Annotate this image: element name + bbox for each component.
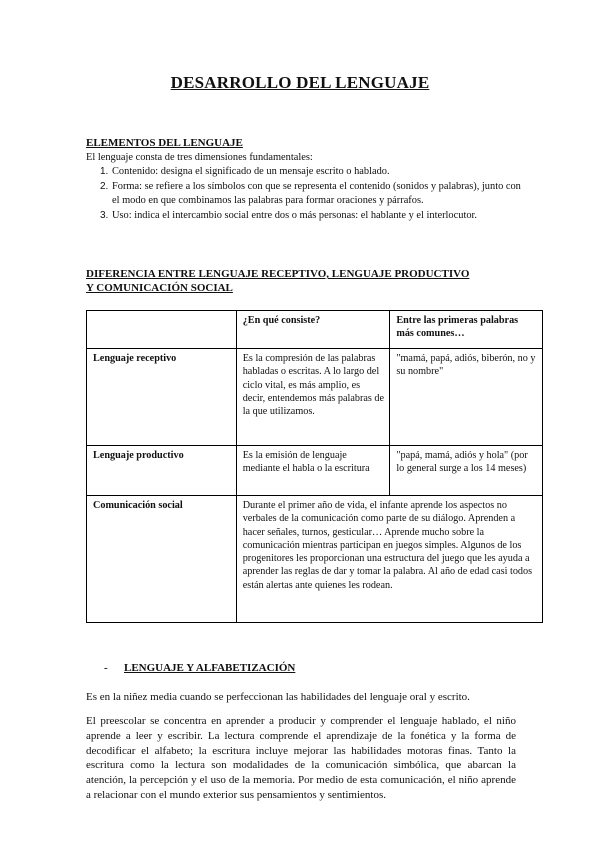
page-title: DESARROLLO DEL LENGUAJE bbox=[170, 73, 430, 92]
table-header-row bbox=[87, 311, 543, 349]
list-number: 3. bbox=[100, 209, 109, 221]
column-header-palabras: Entre las primeras palabras más comunes… bbox=[390, 311, 543, 349]
cell-consiste: Es la compresión de las palabras habladas o escritas. A lo largo del ciclo vital, es más amplio, es decir, entendemos más palabras de la que utilizamos. bbox=[236, 349, 390, 446]
list-number: 2. bbox=[100, 180, 109, 192]
row-label: Lenguaje productivo bbox=[87, 446, 237, 496]
row-label: Comunicación social bbox=[87, 496, 237, 623]
diferencia-heading bbox=[86, 267, 526, 295]
row-label: Lenguaje receptivo bbox=[87, 349, 237, 446]
list-number: 1. bbox=[100, 166, 109, 177]
column-header-consiste: ¿En qué consiste? bbox=[236, 311, 390, 349]
alfabetizacion-paragraph-2: El preescolar se concentra en aprender a producir y comprender el lenguaje hablado, el niño aprende a leer y escribir. La lectura comprende el aprendizaje de la fonética y la forma de decodificar el alfabeto; la escritura incluye mejorar las habilidades motoras finas. Tanto la escritura como la lectura son modalidades de la comunicación simbólica, que abarcan la atención, la percepción y el uso de la memoria. Por medio de esta comunicación, el niño aprende a relacionar con el mundo exterior sus pensamientos y sentimientos. bbox=[86, 715, 516, 801]
elementos-list bbox=[86, 165, 526, 223]
alfabetizacion-heading: LENGUAJE Y ALFABETIZACIÓN bbox=[124, 662, 296, 674]
elementos-heading: ELEMENTOS DEL LENGUAJE bbox=[86, 137, 243, 149]
alfabetizacion-paragraph-1: Es en la niñez media cuando se perfeccionan las habilidades del lenguaje oral y escrito. bbox=[86, 691, 470, 703]
cell-consiste: Durante el primer año de vida, el infante aprende los aspectos no verbales de la comunicación como parte de su diálogo. Aprenden a hacer señales, turnos, gesticular… Aprende mucho sobre la comunicación mientras participan en juegos simples. Algunos de los progenitores les proporcionan una estructura del juego que les ayuda a aprender las reglas de dar y tomar la palabra. Al año de edad casi todos están alertas ante quienes les rodean. bbox=[236, 496, 542, 623]
bullet-dash: - bbox=[104, 662, 108, 674]
cell-palabras: "mamá, papá, adiós, biberón, no y su nombre" bbox=[390, 349, 543, 446]
diferencia-heading-line1: DIFERENCIA ENTRE LENGUAJE RECEPTIVO, LENGUAJE PRODUCTIVO bbox=[86, 268, 470, 280]
list-text: Forma: se refiere a los símbolos con que se representa el contenido (sonidos y palabras), junto con el modo en que combinamos las palabras para formar oraciones y párrafos. bbox=[112, 180, 521, 206]
table-row bbox=[87, 496, 543, 623]
elementos-intro: El lenguaje consta de tres dimensiones fundamentales: bbox=[86, 152, 313, 163]
comparison-table bbox=[86, 310, 543, 623]
list-item bbox=[86, 209, 526, 224]
list-text: Uso: indica el intercambio social entre dos o más personas: el hablante y el interlocutor. bbox=[112, 209, 478, 221]
list-item bbox=[86, 180, 526, 209]
table-corner-cell bbox=[87, 311, 237, 349]
cell-palabras: "papá, mamá, adiós y hola" (por lo general surge a los 14 meses) bbox=[390, 446, 543, 496]
list-item bbox=[86, 165, 526, 180]
table-row bbox=[87, 349, 543, 446]
list-text: Contenido: designa el significado de un mensaje escrito o hablado. bbox=[112, 166, 390, 177]
cell-consiste: Es la emisión de lenguaje mediante el habla o la escritura bbox=[236, 446, 390, 496]
diferencia-heading-line2: Y COMUNICACIÓN SOCIAL bbox=[86, 282, 233, 294]
table-row bbox=[87, 446, 543, 496]
